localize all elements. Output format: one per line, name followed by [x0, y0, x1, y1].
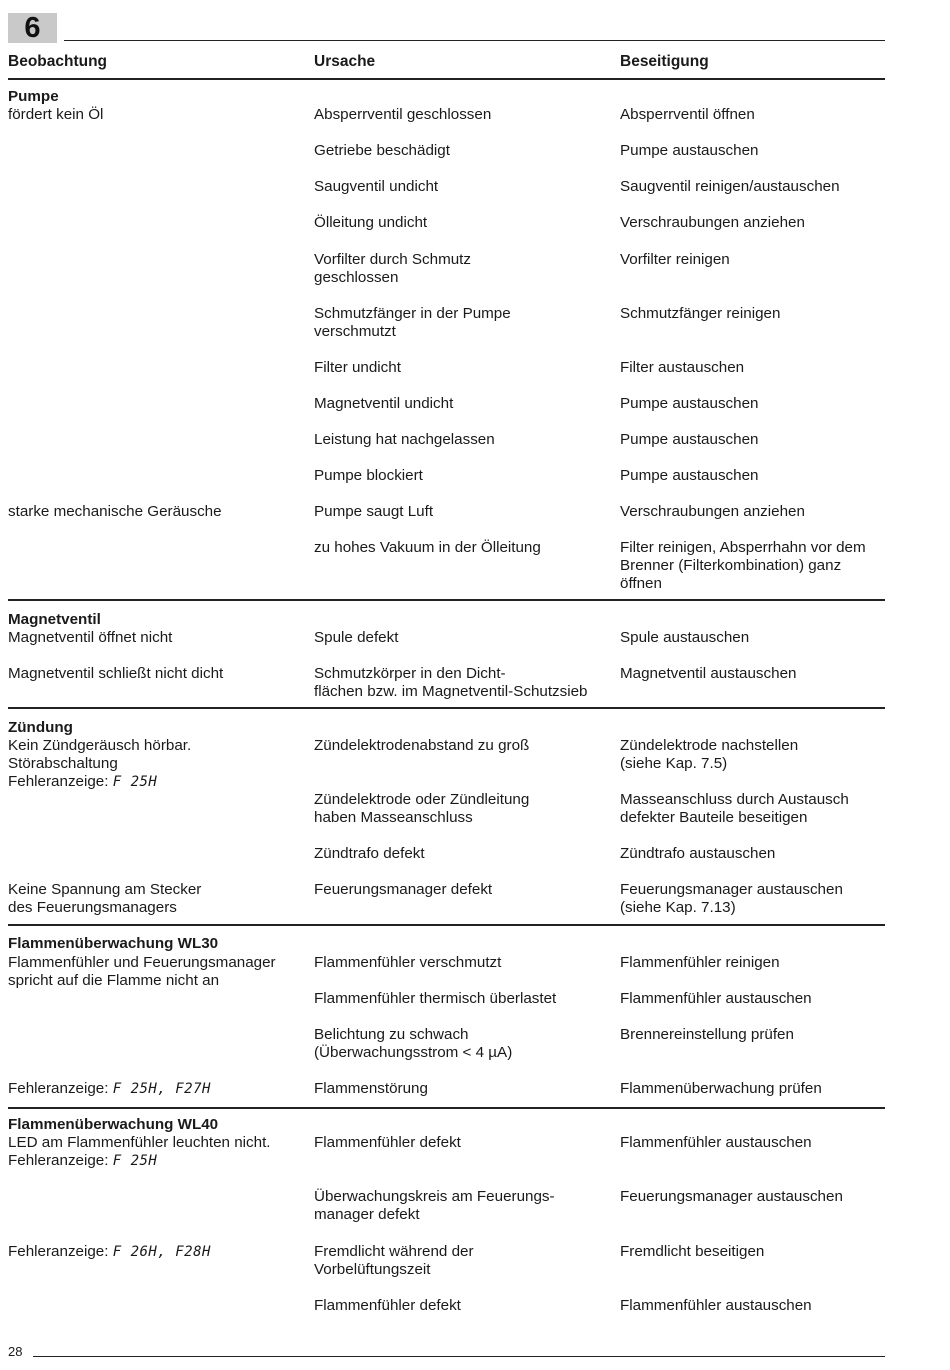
section-title-zuendung: Zündung	[8, 719, 73, 736]
error-code: F 25H, F27H	[112, 1081, 211, 1097]
cause: Schmutzkörper in den Dicht- flächen bzw. im Magnetventil-Schutzsieb	[314, 665, 588, 700]
cause: Schmutzfänger in der Pumpe verschmutzt	[314, 305, 511, 340]
error-display-wl40-1	[8, 1152, 308, 1170]
cause: Zündelektrode oder Zündleitung haben Masseanschluss	[314, 791, 530, 826]
remedy: Feuerungsmanager austauschen (siehe Kap. 7.13)	[620, 881, 843, 916]
remedy: Filter reinigen, Absperrhahn vor dem Brenner (Filterkombination) ganz öffnen	[620, 539, 866, 592]
cause: Pumpe saugt Luft	[314, 503, 434, 520]
bottom-rule	[33, 1356, 885, 1357]
remedy: Saugventil reinigen/austauschen	[620, 178, 840, 195]
cause: Absperrventil geschlossen	[314, 106, 492, 123]
error-display-wl30	[8, 1080, 308, 1098]
remedy: Flammenfühler austauschen	[620, 1297, 812, 1314]
cause: Flammenstörung	[314, 1080, 428, 1097]
header-observation: Beobachtung	[8, 53, 108, 70]
remedy: Filter austauschen	[620, 359, 745, 376]
cause: zu hohes Vakuum in der Ölleitung	[314, 539, 541, 556]
error-display-zuendung	[8, 773, 308, 791]
remedy: Flammenfühler austauschen	[620, 1134, 812, 1151]
cause: Spule defekt	[314, 629, 399, 646]
remedy: Spule austauschen	[620, 629, 750, 646]
cause: Filter undicht	[314, 359, 401, 376]
observation-zuendung-2: Keine Spannung am Stecker des Feuerungsmanagers	[8, 881, 202, 916]
cause: Flammenfühler defekt	[314, 1297, 461, 1314]
observation-magnetventil-2: Magnetventil schließt nicht dicht	[8, 665, 224, 682]
remedy: Zündelektrode nachstellen (siehe Kap. 7.5)	[620, 737, 799, 772]
cause: Saugventil undicht	[314, 178, 439, 195]
remedy: Pumpe austauschen	[620, 395, 759, 412]
remedy: Zündtrafo austauschen	[620, 845, 776, 862]
section-rule	[8, 707, 885, 709]
cause: Pumpe blockiert	[314, 467, 423, 484]
observation-magnetventil-1: Magnetventil öffnet nicht	[8, 629, 173, 646]
section-rule	[8, 599, 885, 601]
error-code: F 26H, F28H	[112, 1244, 211, 1260]
remedy: Vorfilter reinigen	[620, 251, 730, 268]
remedy: Feuerungsmanager austauschen	[620, 1188, 843, 1205]
cause: Ölleitung undicht	[314, 214, 428, 231]
cause: Flammenfühler thermisch überlastet	[314, 990, 557, 1007]
cause: Magnetventil undicht	[314, 395, 454, 412]
cause: Fremdlicht während der Vorbelüftungszeit	[314, 1243, 474, 1278]
remedy: Pumpe austauschen	[620, 431, 759, 448]
remedy: Verschraubungen anziehen	[620, 214, 805, 231]
remedy: Brennereinstellung prüfen	[620, 1026, 794, 1043]
section-title-magnetventil: Magnetventil	[8, 611, 101, 628]
header-rule	[8, 78, 885, 80]
remedy: Flammenfühler reinigen	[620, 954, 780, 971]
section-rule	[8, 1107, 885, 1109]
top-rule	[64, 40, 885, 41]
cause: Getriebe beschädigt	[314, 142, 450, 159]
remedy: Verschraubungen anziehen	[620, 503, 805, 520]
page-number: 28	[8, 1344, 23, 1359]
error-code: F 25H	[112, 774, 158, 790]
remedy: Flammenfühler austauschen	[620, 990, 812, 1007]
cause: Zündtrafo defekt	[314, 845, 425, 862]
cause: Überwachungskreis am Feuerungs- manager defekt	[314, 1188, 555, 1223]
error-code: F 25H	[112, 1153, 158, 1169]
section-title-wl30: Flammenüberwachung WL30	[8, 935, 219, 952]
error-label: Fehleranzeige:	[8, 773, 109, 790]
header-remedy: Beseitigung	[620, 53, 709, 70]
remedy: Pumpe austauschen	[620, 467, 759, 484]
section-title-wl40: Flammenüberwachung WL40	[8, 1116, 219, 1133]
chapter-number: 6	[8, 13, 57, 43]
cause: Zündelektrodenabstand zu groß	[314, 737, 530, 754]
remedy: Magnetventil austauschen	[620, 665, 797, 682]
remedy: Pumpe austauschen	[620, 142, 759, 159]
observation-pumpe-1: fördert kein Öl	[8, 106, 104, 123]
cause: Belichtung zu schwach (Überwachungsstrom < 4 µA)	[314, 1026, 513, 1061]
remedy: Schmutzfänger reinigen	[620, 305, 781, 322]
error-display-wl40-2	[8, 1243, 308, 1261]
section-title-pumpe: Pumpe	[8, 88, 59, 105]
cause: Flammenfühler defekt	[314, 1134, 461, 1151]
section-rule	[8, 924, 885, 926]
observation-pumpe-2: starke mechanische Geräusche	[8, 503, 222, 520]
remedy: Flammenüberwachung prüfen	[620, 1080, 822, 1097]
cause: Vorfilter durch Schmutz geschlossen	[314, 251, 471, 286]
error-label: Fehleranzeige:	[8, 1152, 109, 1169]
remedy: Fremdlicht beseitigen	[620, 1243, 765, 1260]
remedy: Masseanschluss durch Austausch defekter Bauteile beseitigen	[620, 791, 849, 826]
observation-zuendung-1: Kein Zündgeräusch hörbar. Störabschaltung	[8, 737, 192, 772]
cause: Flammenfühler verschmutzt	[314, 954, 502, 971]
observation-wl40-1: LED am Flammenfühler leuchten nicht.	[8, 1134, 271, 1151]
cause: Leistung hat nachgelassen	[314, 431, 495, 448]
observation-wl30-1: Flammenfühler und Feuerungsmanager spricht auf die Flamme nicht an	[8, 954, 276, 989]
remedy: Absperrventil öffnen	[620, 106, 755, 123]
error-label: Fehleranzeige:	[8, 1243, 109, 1260]
header-cause: Ursache	[314, 53, 376, 70]
cause: Feuerungsmanager defekt	[314, 881, 493, 898]
error-label: Fehleranzeige:	[8, 1080, 109, 1097]
